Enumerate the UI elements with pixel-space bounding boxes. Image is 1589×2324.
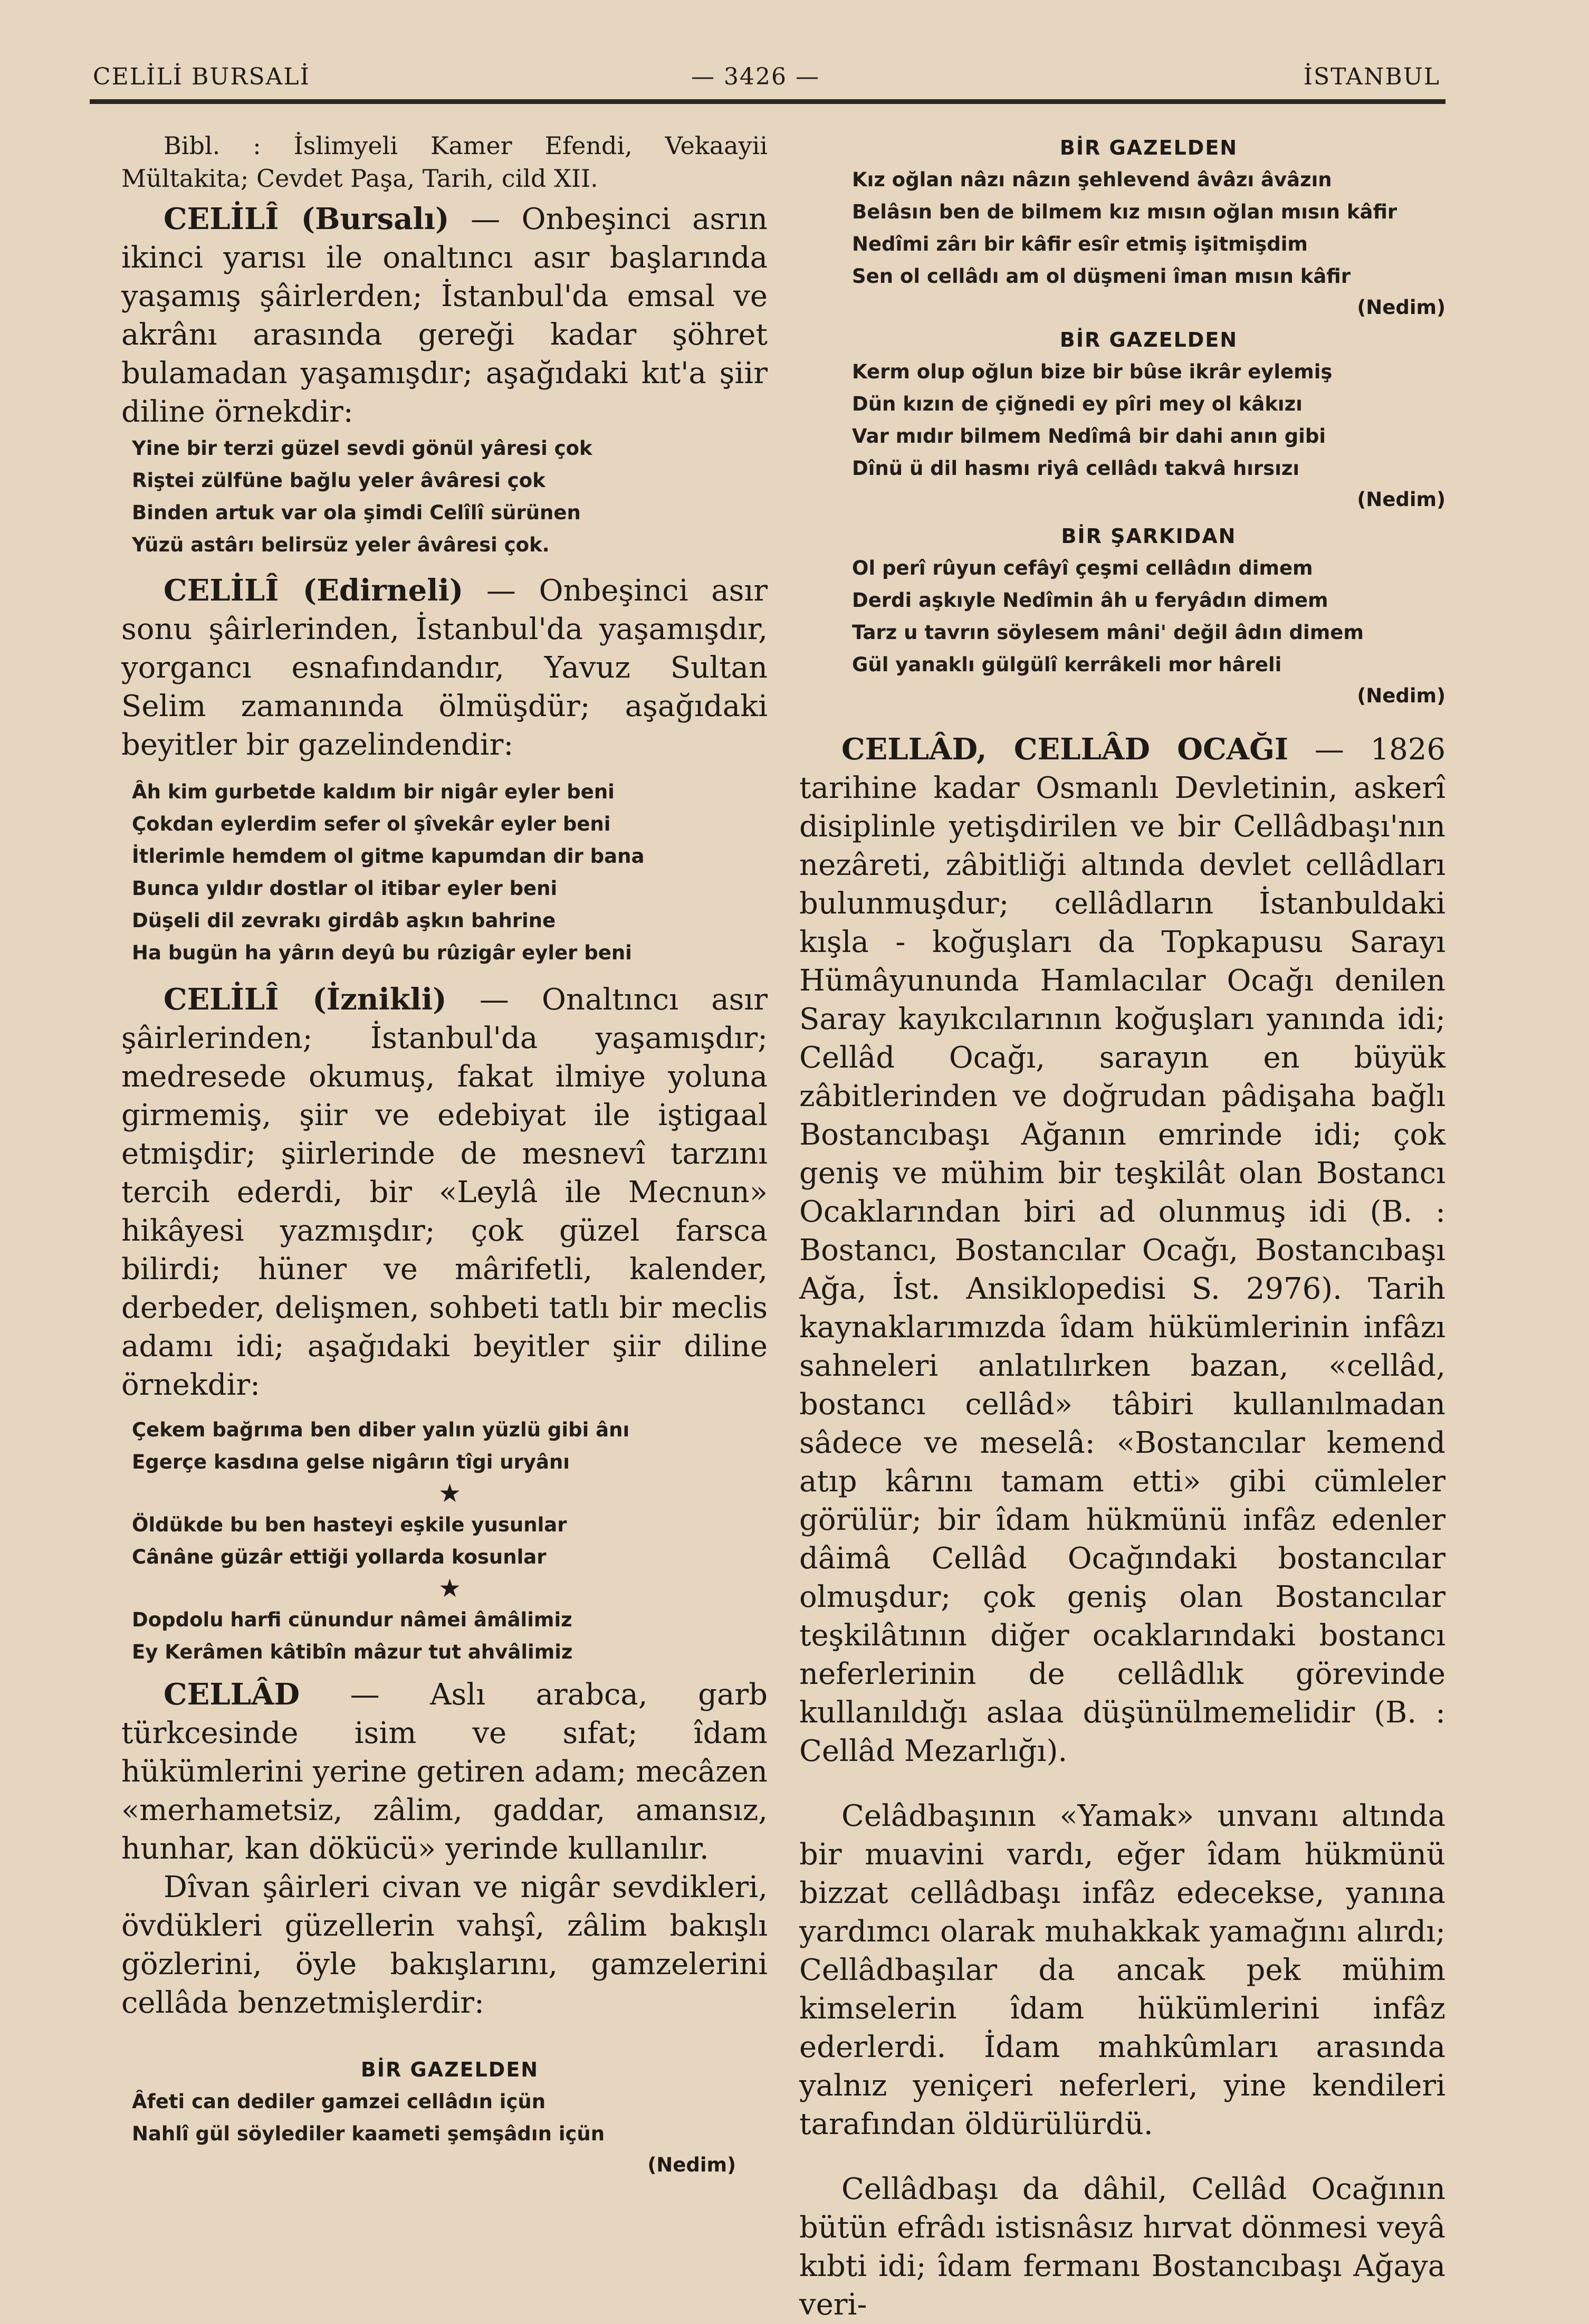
right-column <box>799 132 1446 2324</box>
poem-heading: BİR ŞARKIDAN <box>1061 525 1237 548</box>
poem-line: Âh kim gurbetde kaldım bir nigâr eyler beni <box>132 780 615 803</box>
poem-line: Öldükde bu ben hasteyi eşkile yusunlar <box>132 1513 567 1536</box>
entry-celili-bursali <box>121 200 768 431</box>
poem-line: İtlerimle hemdem ol gitme kapumdan dir bana <box>132 845 645 868</box>
entry-body: — Aslı arabca, garb türkcesinde isim ve sıfat; îdam hükümlerini yerine getiren adam; mecâzen «merhametsiz, zâlim, gaddar, amansız, hunhar, kan dökücü» yerinde kullanılır. <box>121 1678 768 1866</box>
poem-line: Kız oğlan nâzı nâzın şehlevend âvâzı âvâzın <box>852 168 1332 191</box>
left-column <box>121 129 768 2180</box>
poem-line: Nahlî gül söylediler kaameti şemşâdın içün <box>132 2122 605 2145</box>
poem-line: Yine bir terzi güzel sevdi gönül yâresi çok <box>132 437 592 460</box>
entry-body: — Onaltıncı asır şâirlerinden; İstanbul'da yaşamışdır; medresede okumuş, fakat ilmiye yoluna girmemiş, şiir ve edebiyat ile iştigaal etmişdir; şiirlerinde de mesnevî tarzını tercih ederdi, bir «Leylâ ile Mecnun» hikâyesi yazmışdır; çok güzel farsca bilirdi; hüner ve mârifetli, kalender, derbeder, delişmen, sohbeti tatlı bir meclis adamı idi; aşağıdaki beyitler şiir diline örnekdir: <box>121 983 768 1402</box>
poem-line: Nedîmi zârı bir kâfir esîr etmiş işitmişdim <box>852 233 1308 255</box>
entry-heading: CELİLÎ (Bursalı) <box>164 202 449 236</box>
sarki-excerpt <box>799 520 1446 711</box>
entry-cellad <box>121 1675 768 1868</box>
poem-attribution: (Nedim) <box>1357 296 1446 319</box>
poem-line: Egerçe kasdına gelse nigârın tîgi uryânı <box>132 1451 570 1473</box>
poem-heading: BİR GAZELDEN <box>1059 136 1238 159</box>
poem-line: Ey Kerâmen kâtibîn mâzur tut ahvâlimiz <box>132 1641 573 1663</box>
poem-line: Âfeti can dediler gamzei cellâdın içün <box>132 2090 546 2113</box>
poem-heading: BİR GAZELDEN <box>360 2058 539 2081</box>
entry-heading: CELLÂD, CELLÂD OCAĞI <box>841 732 1289 767</box>
poem-celili-edirneli <box>121 776 768 969</box>
poem-line: Kerm olup oğlun bize bir bûse ikrâr eylemiş <box>852 360 1333 383</box>
paragraph: Cellâdbaşı da dâhil, Cellâd Ocağının bütün efrâdı istisnâsız hırvat dönmesi veyâ kıbti idi; îdam fermanı Bostancıbaşı Ağaya veri- <box>799 2172 1446 2322</box>
entry-heading: CELLÂD <box>164 1677 300 1712</box>
paragraph: Celâdbaşının «Yamak» unvanı altında bir muavini vardı, eğer îdam hükmünü bizzat cellâdbaşı infâz edecekse, yanına yardımcı olarak muhakkak yamağını alırdı; Cellâdbaşılar da ancak pek mühim kimselerin îdam hükümlerini infâz ederlerdi. İdam mahkûmları arasında yalnız yeniçeri neferleri, yine kendileri tarafından öldürülürdü. <box>799 1799 1446 2141</box>
poem-line: Cânâne güzâr ettiği yollarda kosunlar <box>132 1546 547 1568</box>
header-entry-range: CELİLİ BURSALİ <box>93 63 311 90</box>
poem-celili-bursali <box>121 432 768 561</box>
entry-body: — 1826 tarihine kadar Osmanlı Devletinin, askerî disiplinle yetişdirilen ve bir Cellâdbaşı'nın nezâreti, zâbitliği altında devlet cellâdları bulunmuşdur; cellâdların İstanbuldaki kışla - koğuşları da Topkapusu Sarayı Hümâyununda Hamlacılar Ocağı denilen Saray kayıkcılarının koğuşları yanında idi; Cellâd Ocağı, sarayın en büyük zâbitlerinden ve doğrudan pâdişaha bağlı Bostancıbaşı Ağanın emrinde idi; çok geniş ve mühim bir teşkilât olan Bostancı Ocaklarından biri ad olunmuş idi (B. : Bostancı, Bostancılar Ocağı, Bostancıbaşı Ağa, İst. Ansiklopedisi S. 2976). Tarih kaynaklarımızda îdam hükümlerinin infâzı sahneleri anlatılırken bazan, «cellâd, bostancı cellâd» tâbiri kullanılmadan sâdece ve meselâ: «Bostancılar kemend atıp kârını tamam etti» gibi cümleler görülür; bir îdam hükmünü infâz edenler dâimâ Cellâd Ocağındaki bostancılar olmuşdur; çok geniş olan Bostancılar teşkilâtının diğer ocaklarındaki bostancı neferlerinin de cellâdlık görevinde kullanıldığı aslaa düşünülmemelidir (B. : Cellâd Mezarlığı). <box>799 732 1446 1768</box>
poem-line: Çokdan eylerdim sefer ol şîvekâr eyler beni <box>132 813 611 835</box>
poem-line: Bunca yıldır dostlar ol itibar eyler beni <box>132 877 558 900</box>
poem-line: Düşeli dil zevrakı girdâb aşkın bahrine <box>132 909 556 932</box>
poem-line: Yüzü astârı belirsüz yeler âvâresi çok. <box>132 534 550 556</box>
poem-line: Dînü ü dil hasmı riyâ cellâdı takvâ hırsızı <box>852 457 1300 480</box>
star-separator: ★ <box>438 1574 462 1603</box>
gazel-excerpt <box>799 324 1446 515</box>
header-rule <box>90 99 1446 104</box>
poem-line: Dopdolu harfi cünundur nâmei âmâlimiz <box>132 1608 572 1631</box>
poem-line: Çekem bağrıma ben diber yalın yüzlü gibi ânı <box>132 1418 630 1441</box>
poem-line: Dün kızın de çiğnedi ey pîri mey ol kâkızı <box>852 393 1303 415</box>
entry-celili-edirneli <box>121 572 768 764</box>
entry-celili-iznikli <box>121 980 768 1404</box>
header-volume-title: İSTANBUL <box>1303 63 1440 90</box>
poem-line: Ol perî rûyun cefâyî çeşmi cellâdın dimem <box>852 557 1313 579</box>
poem-celili-iznikli <box>121 1414 768 1668</box>
poem-line: Binden artuk var ola şimdi Celîlî sürünen <box>132 501 581 524</box>
poem-line: Derdi aşkıyle Nedîmin âh u feryâdın dimem <box>852 589 1328 612</box>
poem-line: Ha bugün ha yârın deyû bu rûzigâr eyler beni <box>132 941 632 964</box>
poem-attribution: (Nedim) <box>1357 488 1446 511</box>
entry-body: — Onbeşinci asır sonu şâirlerinden, İstanbul'da yaşamışdır, yorgancı esnafındandır, Yavuz Sultan Selim zamanında ölmüşdür; aşağıdaki beyitler bir gazelindendir: <box>121 574 768 762</box>
paragraph: Dîvan şâirleri civan ve nigâr sevdikleri, övdükleri güzellerin vahşî, zâlim bakışlı gözlerini, öyle bakışlarını, gamzelerini cellâda benzetmişlerdir: <box>121 1870 768 2020</box>
poem-line: Belâsın ben de bilmem kız mısın oğlan mısın kâfir <box>852 201 1397 223</box>
entry-heading: CELİLÎ (İznikli) <box>164 982 447 1017</box>
entry-body: — Onbeşinci asrın ikinci yarısı ile onaltıncı asır başlarında yaşamış şâirlerden; İstanbul'da emsal ve akrânı arasında gereği kadar şöhret bulamadan yaşamışdır; aşağıdaki kıt'a şiir diline örnekdir: <box>121 202 768 429</box>
poem-heading: BİR GAZELDEN <box>1059 328 1238 351</box>
poem-line: Var mıdır bilmem Nedîmâ bir dahi anın gibi <box>852 425 1326 447</box>
poem-attribution: (Nedim) <box>647 2154 736 2176</box>
poem-line: Sen ol cellâdı am ol düşmeni îman mısın kâfir <box>852 265 1351 288</box>
star-separator: ★ <box>438 1479 462 1508</box>
gazel-excerpt <box>121 2054 768 2180</box>
entry-heading: CELİLÎ (Edirneli) <box>164 573 464 608</box>
gazel-excerpt <box>799 132 1446 323</box>
bibliography: Bibl. : İslimyeli Kamer Efendi, Vekaayii Mültakita; Cevdet Paşa, Tarih, cild XII. <box>121 131 768 193</box>
entry-cellad-ocagi <box>799 730 1446 1770</box>
poem-line: Gül yanaklı gülgülî kerrâkeli mor hâreli <box>852 653 1282 676</box>
page-number: — 3426 — <box>691 63 820 90</box>
poem-line: Tarz u tavrın söylesem mâni' değil âdın dimem <box>852 621 1364 644</box>
poem-attribution: (Nedim) <box>1357 684 1446 707</box>
poem-line: Riştei zülfüne bağlu yeler âvâresi çok <box>132 469 545 492</box>
